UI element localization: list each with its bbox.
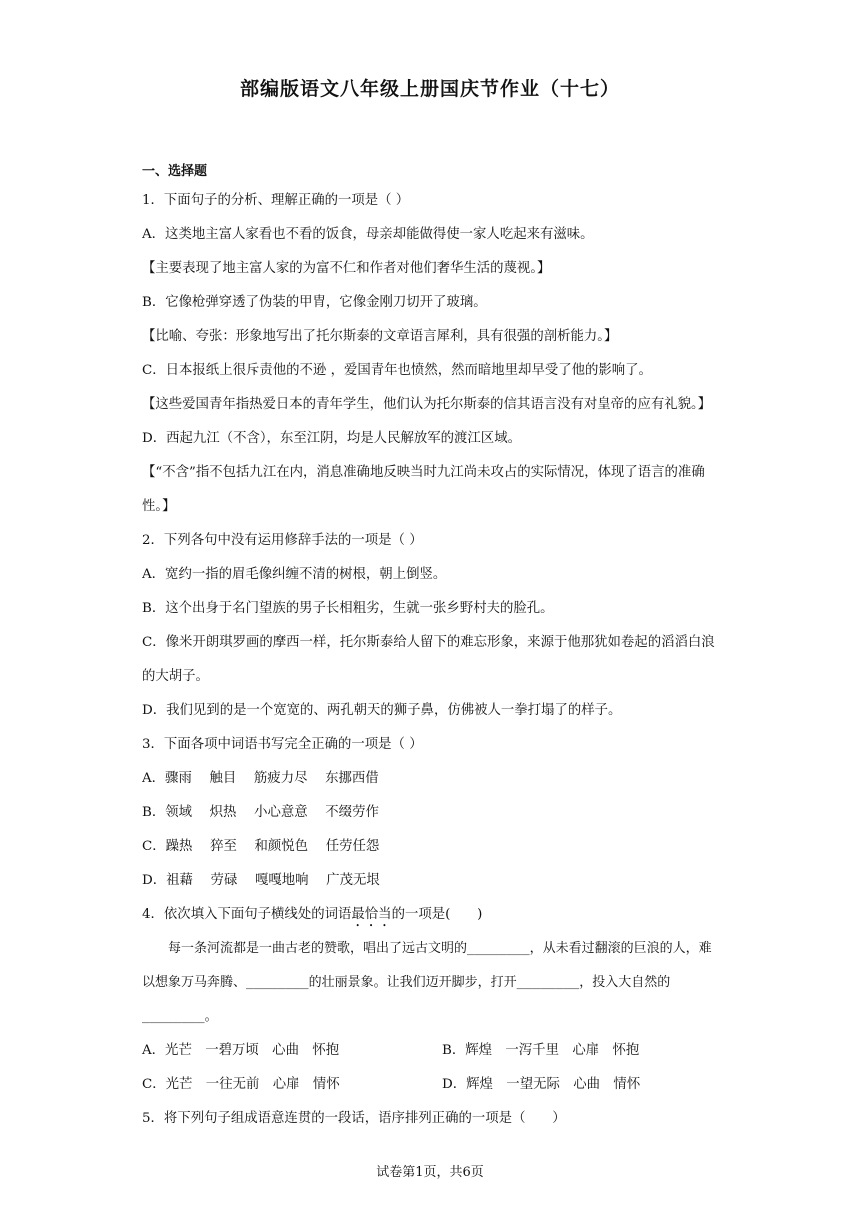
question-4-options-row-1: [142, 1034, 720, 1068]
page-footer: 试卷第1页，共6页: [376, 1165, 484, 1180]
question-3-option-c: C．躁热 猝至 和颜悦色 任劳任怨: [142, 839, 380, 854]
question-2-option-c: C．像米开朗琪罗画的摩西一样，托尔斯泰给人留下的难忘形象，来源于他那犹如卷起的滔滔白浪的大胡子。: [142, 635, 715, 684]
question-3-option-d: D．祖藉 劳碌 嘎嘎地响 广茂无垠: [142, 873, 380, 888]
question-4-stem-emphasis: 最恰当: [351, 907, 392, 922]
question-2-option-b: B．这个出身于名门望族的男子长相粗劣，生就一张乡野村夫的脸孔。: [142, 601, 554, 616]
question-1-option-c: C．日本报纸上很斥责他的不逊 ，爱国青年也愤然，然而暗地里却早受了他的影响了。: [142, 363, 652, 378]
question-1-option-d-note: 【“不含”指不包括九江在内，消息准确地反映当时九江尚未攻占的实际情况，体现了语言的准确性。】: [142, 465, 705, 514]
question-1-option-b-note: 【比喻、夸张：形象地写出了托尔斯泰的文章语言犀利，具有很强的剖析能力。】: [142, 329, 618, 344]
question-1-option-a: A．这类地主富人家看也不看的饭食，母亲却能做得使一家人吃起来有滋味。: [142, 227, 594, 242]
question-3-stem: 3．下面各项中词语书写完全正确的一项是（ ）: [142, 737, 423, 752]
question-1-option-d: D．西起九江（不含），东至江阴，均是人民解放军的渡江区域。: [142, 431, 521, 446]
question-4-option-d: D．辉煌 一望无际 心曲 情怀: [442, 1077, 641, 1092]
question-2-option-d: D．我们见到的是一个宽宽的、两孔朝天的狮子鼻，仿佛被人一拳打塌了的样子。: [142, 703, 622, 718]
question-1-option-a-note: 【主要表现了地主富人家的为富不仁和作者对他们奢华生活的蔑视。】: [142, 261, 551, 276]
question-1-option-c-note: 【这些爱国青年指热爱日本的青年学生，他们认为托尔斯泰的信其语言没有对皇帝的应有礼貌。】: [142, 397, 712, 412]
question-2-stem: 2．下列各句中没有运用修辞手法的一项是（ ）: [142, 533, 423, 548]
question-4-option-a: A．光芒 一碧万顷 心曲 怀抱: [142, 1043, 340, 1058]
question-3-option-b: B．领域 炽热 小心意意 不缀劳作: [142, 805, 379, 820]
question-1-stem: 1．下面句子的分析、理解正确的一项是（ ）: [142, 193, 410, 208]
question-4-option-c: C．光芒 一往无前 心扉 情怀: [142, 1077, 340, 1092]
question-content: [142, 184, 720, 1136]
question-4-stem-post: 的一项是( ): [391, 907, 483, 922]
question-5-stem: 5．将下列句子组成语意连贯的一段话，语序排列正确的一项是（ ）: [142, 1111, 566, 1126]
section-heading: 一、选择题: [142, 164, 208, 179]
question-4-option-b: B．辉煌 一泻千里 心扉 怀抱: [442, 1043, 640, 1058]
question-4-stem-pre: 4．依次填入下面句子横线处的词语: [142, 907, 352, 922]
question-2-option-a: A．宽约一指的眉毛像纠缠不清的树根，朝上倒竖。: [142, 567, 447, 582]
question-1-option-b: B．它像枪弹穿透了伪装的甲胄，它像金刚刀切开了玻璃。: [142, 295, 487, 310]
question-4-stem: [142, 898, 720, 932]
question-4-passage: 每一条河流都是一曲古老的赞歌，唱出了远古文明的________，从未看过翻滚的巨浪的人，难以想象万马奔腾、________的壮丽景象。让我们迈开脚步，打开________，投入大自然的________。: [142, 941, 712, 1024]
question-4-options-row-2: [142, 1068, 720, 1102]
question-3-option-a: A．骤雨 触目 筋疲力尽 东挪西借: [142, 771, 379, 786]
page-title: 部编版语文八年级上册国庆节作业（十七）: [239, 78, 620, 100]
